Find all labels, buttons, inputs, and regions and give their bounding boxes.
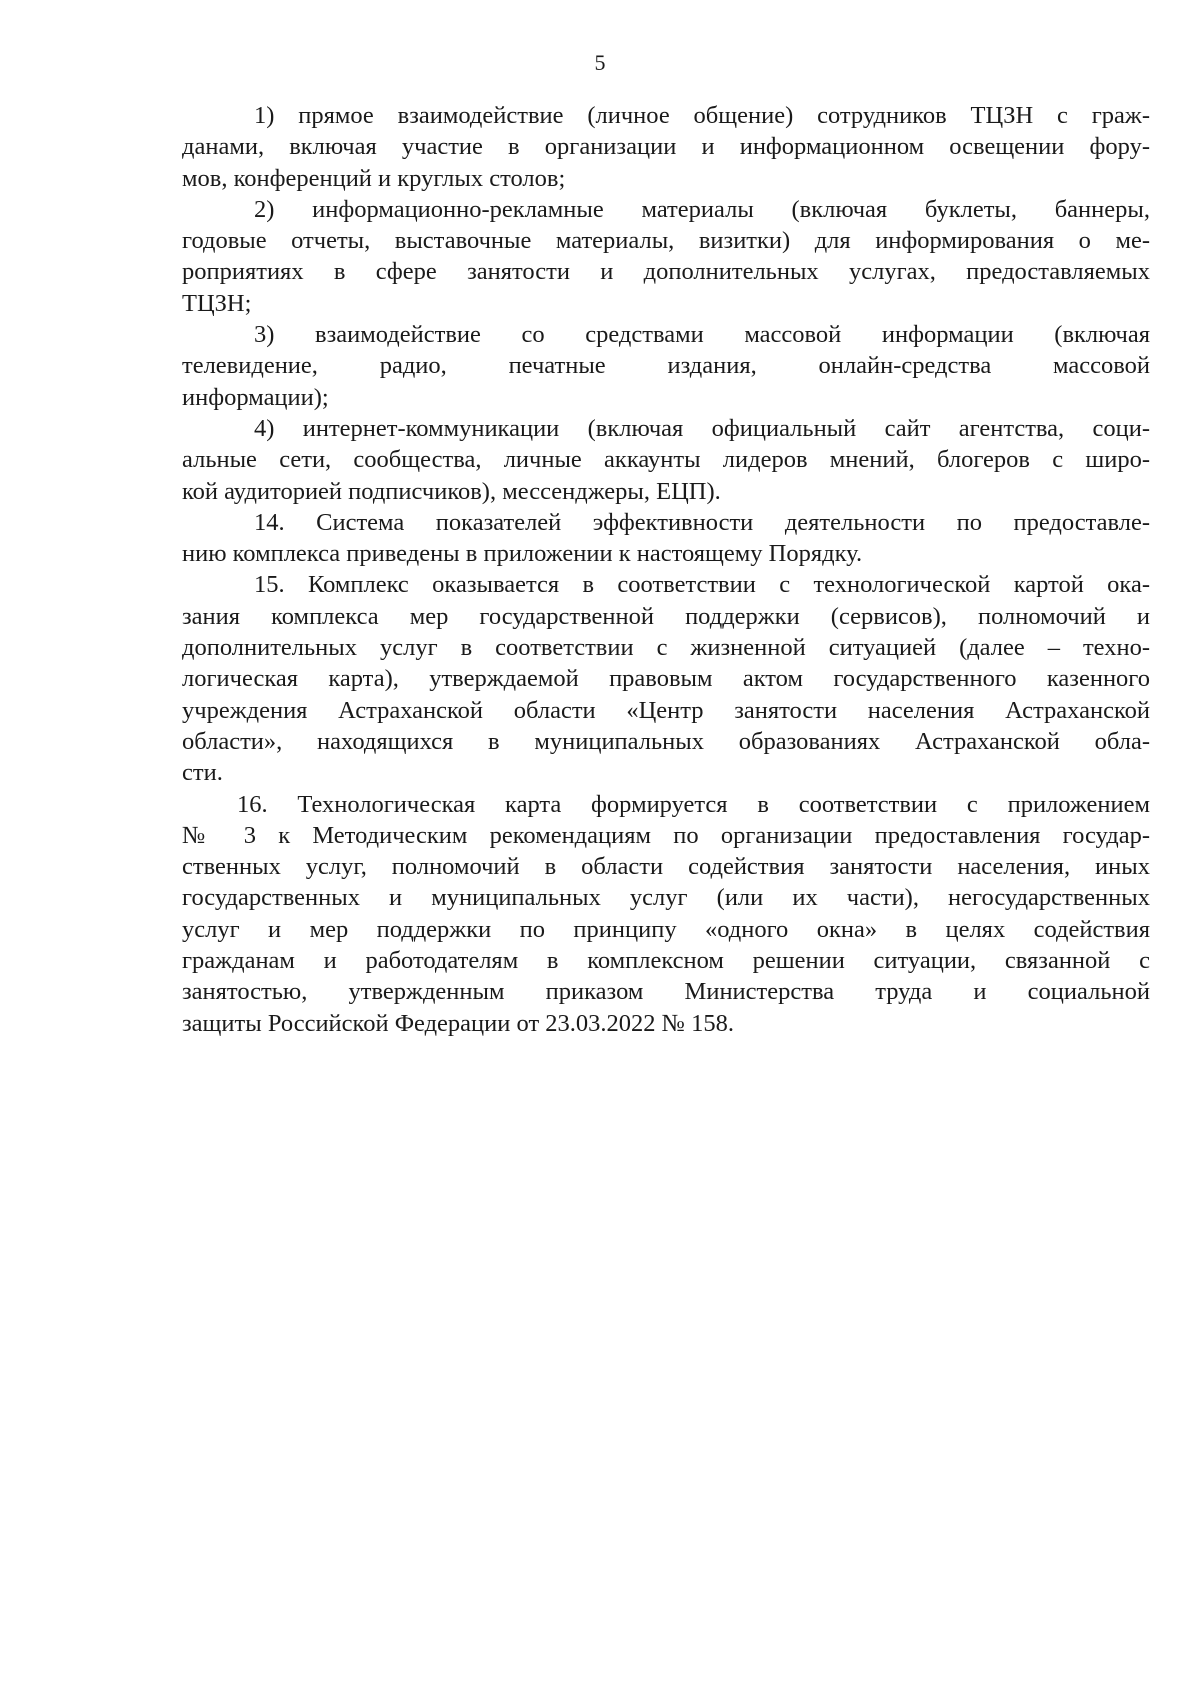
text-line: зания комплекса мер государственной поддержки (сервисов), полномочий и xyxy=(182,602,1150,630)
text-line: 1) прямое взаимодействие (личное общение) сотрудников ТЦЗН с граж- xyxy=(254,102,1150,129)
text-line: гражданам и работодателям в комплексном решении ситуации, связанной с xyxy=(182,947,1150,975)
text-line: 3) взаимодействие со средствами массовой информации (включая xyxy=(254,321,1150,349)
text-line: кой аудиторией подписчиков), мессенджеры, ЕЦП). xyxy=(182,477,721,505)
text-line: телевидение, радио, печатные издания, онлайн-средства массовой xyxy=(182,352,1150,380)
text-line: 16. Технологическая карта формируется в соответствии с приложением xyxy=(237,790,1150,818)
list-item-4 xyxy=(182,413,1150,507)
text-line: ственных услуг, полномочий в области содействия занятости населения, иных xyxy=(182,853,1150,881)
text-line: годовые отчеты, выставочные материалы, визитки) для информирования о ме- xyxy=(182,227,1150,255)
text-line: занятостью, утвержденным приказом Министерства труда и социальной xyxy=(182,978,1150,1006)
clause-14 xyxy=(182,507,1150,570)
text-line: мов, конференций и круглых столов; xyxy=(182,164,566,192)
text-line: информации); xyxy=(182,383,329,411)
text-line: 15. Комплекс оказывается в соответствии с технологической картой ока- xyxy=(254,571,1150,599)
clause-16 xyxy=(182,789,1150,1039)
document-body xyxy=(182,100,1150,1039)
text-line: данами, включая участие в организации и информационном освещении фору- xyxy=(182,133,1150,161)
text-line: роприятиях в сфере занятости и дополнительных услугах, предоставляемых xyxy=(182,258,1150,286)
text-line: 14. Система показателей эффективности деятельности по предоставле- xyxy=(254,508,1150,536)
text-line: 4) интернет-коммуникации (включая официальный сайт агентства, соци- xyxy=(254,414,1150,442)
text-line: дополнительных услуг в соответствии с жизненной ситуацией (далее – техно- xyxy=(182,634,1150,662)
page-number: 5 xyxy=(594,50,606,75)
text-line: № 3 к Методическим рекомендациям по организации предоставления государ- xyxy=(182,821,1150,849)
text-line: альные сети, сообщества, личные аккаунты лидеров мнений, блогеров с широ- xyxy=(182,446,1150,474)
list-item-2 xyxy=(182,194,1150,319)
text-line: услуг и мер поддержки по принципу «одного окна» в целях содействия xyxy=(182,915,1150,943)
text-line: области», находящихся в муниципальных образованиях Астраханской обла- xyxy=(182,727,1150,755)
text-line: учреждения Астраханской области «Центр занятости населения Астраханской xyxy=(182,696,1150,724)
text-line: сти. xyxy=(182,759,223,787)
text-line: 2) информационно-рекламные материалы (включая буклеты, баннеры, xyxy=(254,195,1150,223)
text-line: ТЦЗН; xyxy=(182,289,252,317)
clause-15 xyxy=(182,569,1150,788)
text-line: государственных и муниципальных услуг (или их части), негосударственных xyxy=(182,884,1150,912)
list-item-3 xyxy=(182,319,1150,413)
text-line: нию комплекса приведены в приложении к настоящему Порядку. xyxy=(182,540,863,568)
text-line: логическая карта), утверждаемой правовым актом государственного казенного xyxy=(182,665,1150,693)
text-line: защиты Российской Федерации от 23.03.2022 № 158. xyxy=(182,1009,735,1037)
list-item-1 xyxy=(182,100,1150,194)
